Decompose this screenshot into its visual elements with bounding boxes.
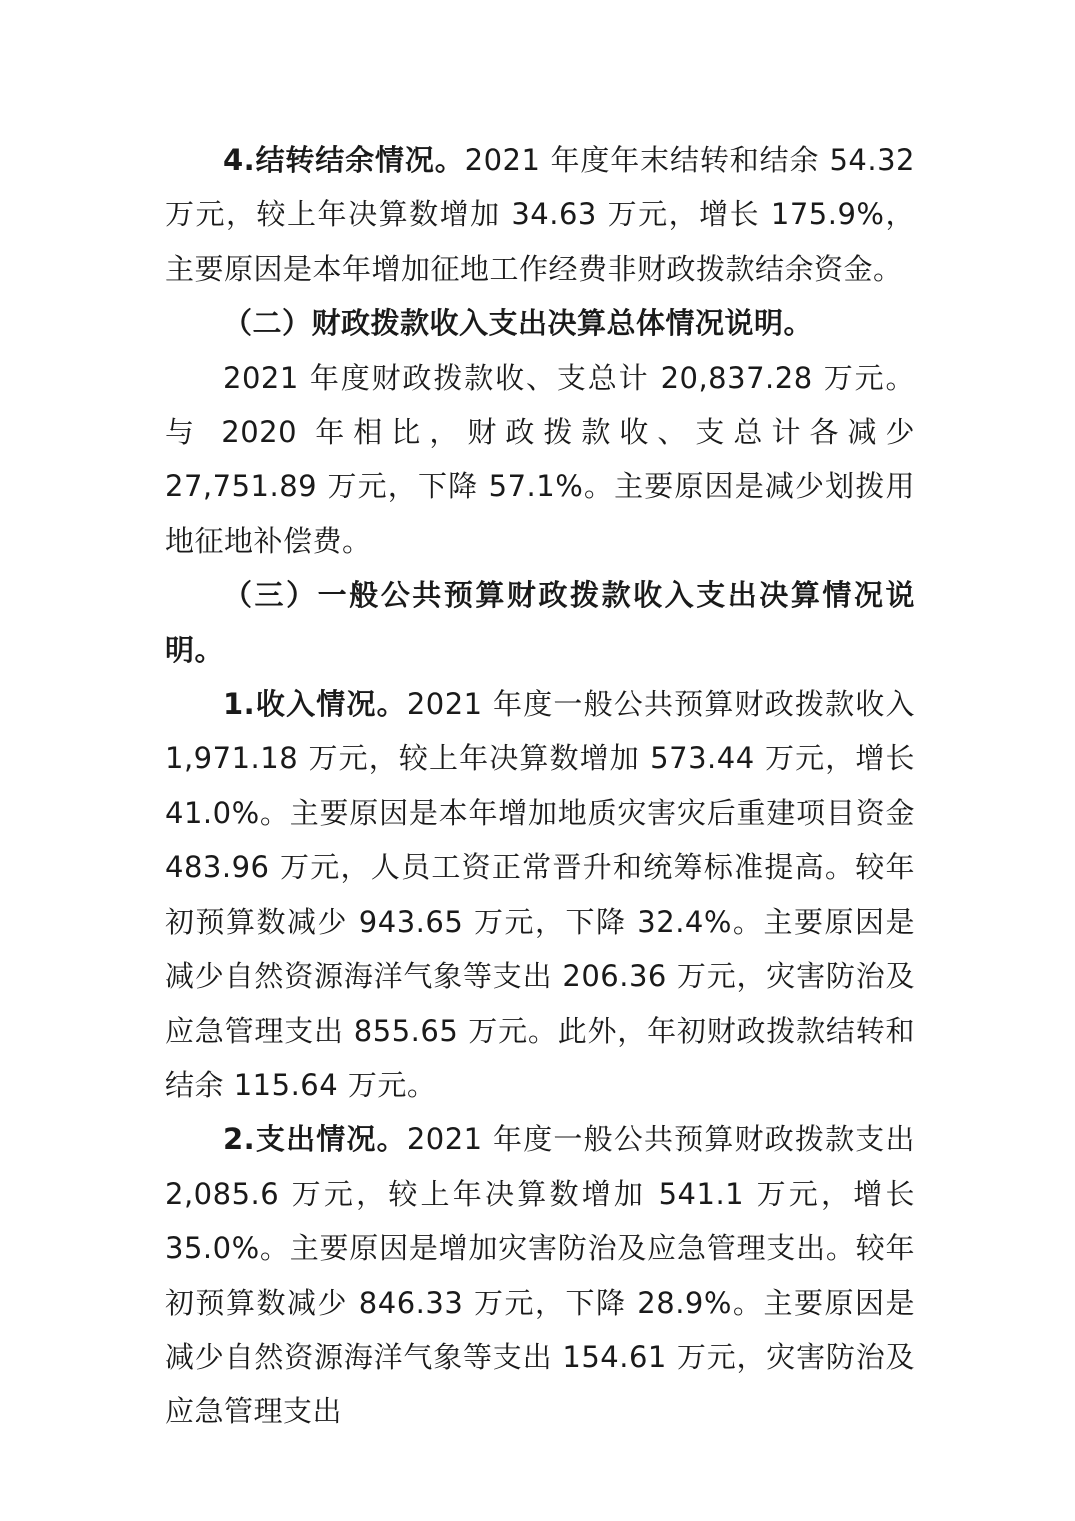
paragraph-expenditure	[165, 1112, 915, 1438]
paragraph-lead: 4.结转结余情况。	[223, 143, 465, 177]
paragraph-fiscal-total: 2021 年度财政拨款收、支总计 20,837.28 万元。与 2020 年相比，财政拨款收、支总计各减少 27,751.89 万元，下降 57.1%。主要原因是减少划拨用地征地补偿费。	[165, 360, 915, 558]
paragraph-text: 2021 年度年末结转和结余 54.32 万元，较上年决算数增加 34.63 万元，增长 175.9%，主要原因是本年增加征地工作经费非财政拨款结余资金。	[165, 143, 915, 286]
paragraph-income	[165, 677, 915, 1112]
paragraph-text: 2021 年度一般公共预算财政拨款支出 2,085.6 万元，较上年决算数增加 541.1 万元，增长 35.0%。主要原因是增加灾害防治及应急管理支出。较年初预算数减少 846.33 万元，下降 28.9%。主要原因是减少自然资源海洋气象等支出 154.61 万元，灾害防治及应急管理支出	[165, 1122, 915, 1429]
paragraph-lead: 1.收入情况。	[223, 687, 407, 722]
paragraph-text: 2021 年度一般公共预算财政拨款收入 1,971.18 万元，较上年决算数增加 573.44 万元，增长 41.0%。主要原因是本年增加地质灾害灾后重建项目资金 483.96 万元，人员工资正常晋升和统筹标准提高。较年初预算数减少 943.65 万元，下降 32.4%。主要原因是减少自然资源海洋气象等支出 206.36 万元，灾害防治及应急管理支出 855.65 万元。此外，年初财政拨款结转和结余 115.64 万元。	[165, 687, 915, 1102]
document-body	[165, 133, 915, 1439]
section-heading-2: （二）财政拨款收入支出决算总体情况说明。	[223, 306, 814, 341]
section-heading-3: （三）一般公共预算财政拨款收入支出决算情况说明。	[165, 578, 915, 667]
paragraph-carryover-balance	[165, 133, 915, 296]
paragraph-lead: 2.支出情况。	[223, 1122, 407, 1157]
